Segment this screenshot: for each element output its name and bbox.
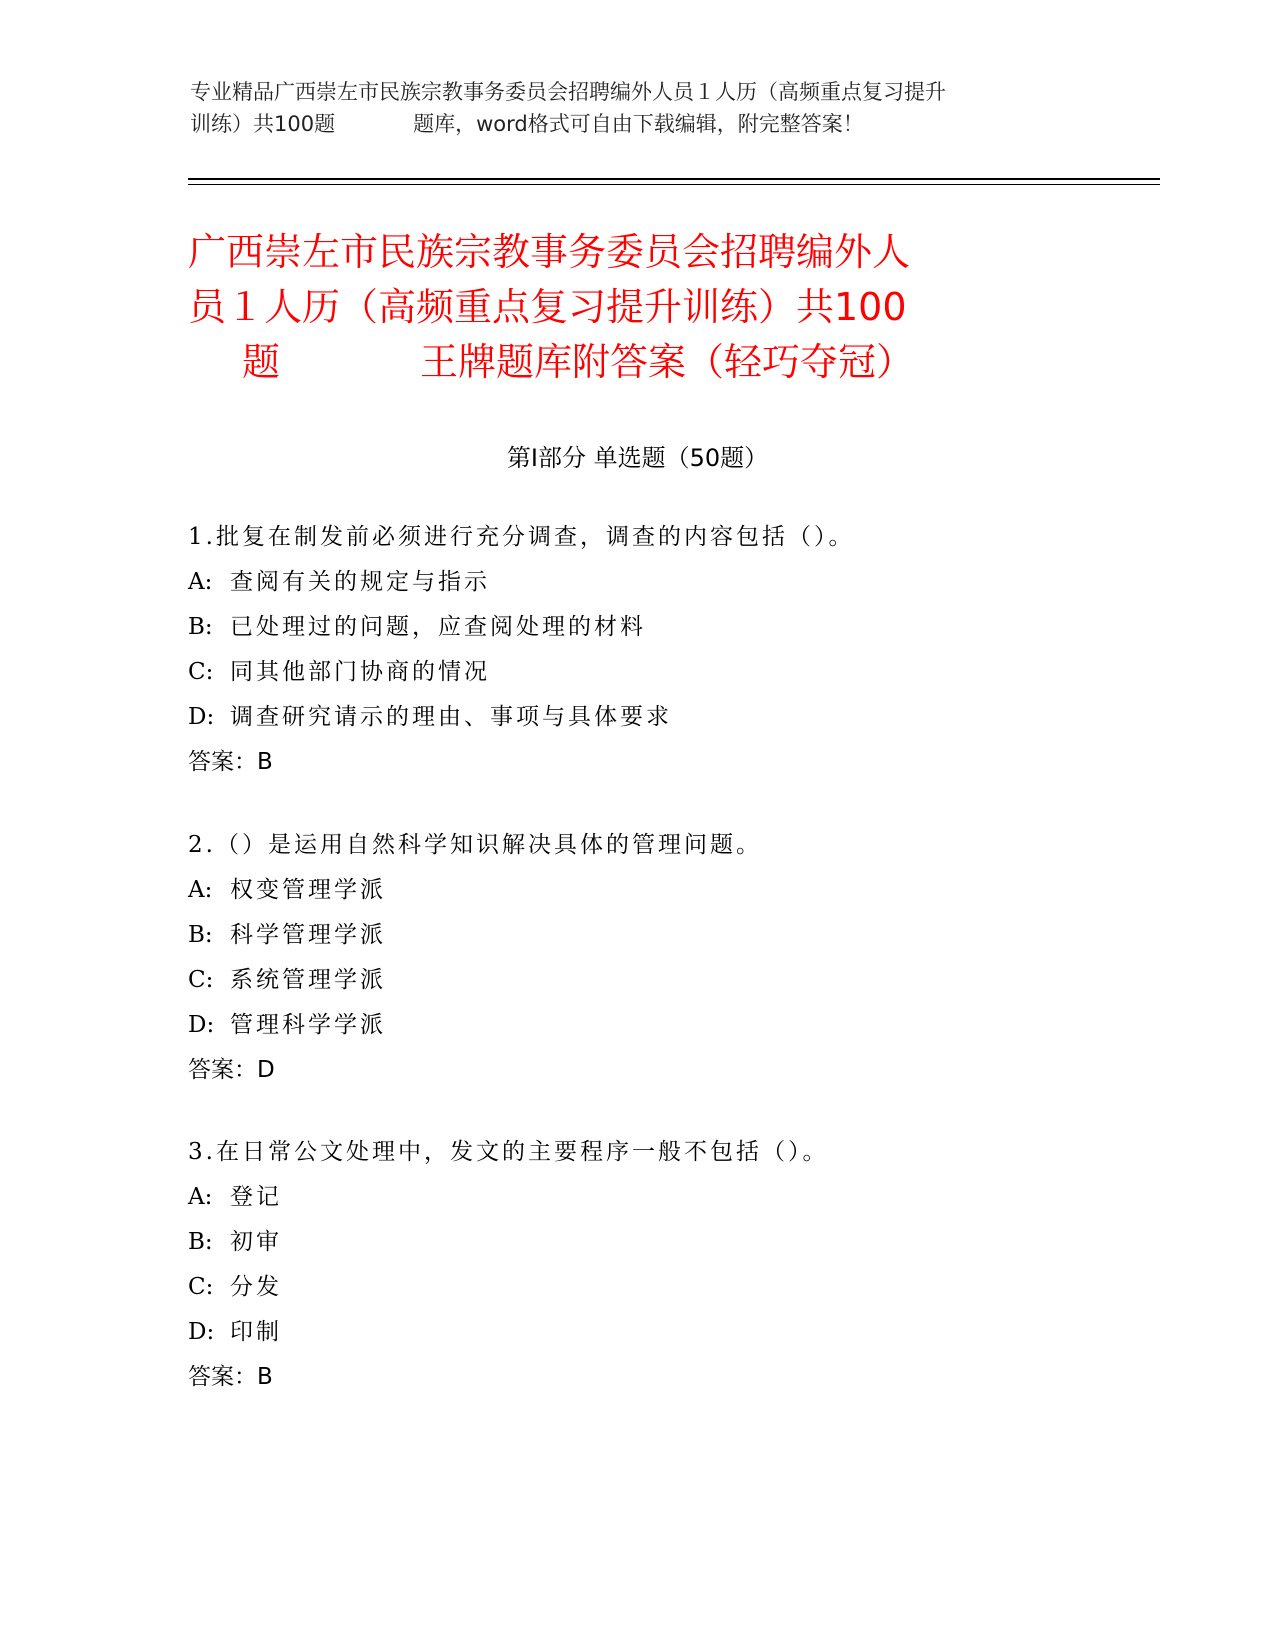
part-heading: 第Ⅰ部分 单选题（50题）	[506, 444, 769, 472]
option-text: 查阅有关的规定与指示	[230, 569, 490, 595]
option-letter: A:	[188, 569, 213, 595]
title-line-2: 员１人历（高频重点复习提升训练）共100	[188, 285, 907, 329]
option-letter: D:	[188, 1012, 215, 1038]
option-letter: B:	[188, 922, 213, 948]
option-d	[188, 695, 1088, 740]
header-line-1: 专业精品广西崇左市民族宗教事务委员会招聘编外人员１人历（高频重点复习提升	[190, 80, 946, 104]
question-2	[188, 823, 1088, 1093]
option-letter: D:	[188, 704, 215, 730]
option-b	[188, 605, 1088, 650]
option-text: 已处理过的问题，应查阅处理的材料	[230, 614, 646, 640]
title-line-1: 广西崇左市民族宗教事务委员会招聘编外人	[188, 230, 911, 274]
option-b	[188, 1220, 1088, 1265]
option-text: 初审	[230, 1229, 282, 1255]
option-text: 管理科学学派	[230, 1012, 386, 1038]
option-a	[188, 1175, 1088, 1220]
option-b	[188, 913, 1088, 958]
option-a	[188, 560, 1088, 605]
option-letter: B:	[188, 614, 213, 640]
option-text: 分发	[230, 1274, 282, 1300]
header-line-2	[190, 108, 1080, 140]
document-title	[188, 225, 1088, 390]
option-text: 同其他部门协商的情况	[230, 659, 490, 685]
option-letter: C:	[188, 659, 214, 685]
option-letter: C:	[188, 1274, 214, 1300]
title-line-3-left: 题	[242, 340, 281, 384]
header-line-2-right: 题库，word格式可自由下载编辑，附完整答案！	[413, 112, 864, 136]
option-text: 调查研究请示的理由、事项与具体要求	[230, 704, 672, 730]
header-divider-thin	[188, 184, 1160, 185]
title-line-3-right: 王牌题库附答案（轻巧夺冠）	[420, 340, 915, 384]
answer-line: 答案：D	[188, 1057, 275, 1083]
option-letter: A:	[188, 877, 213, 903]
option-text: 科学管理学派	[230, 922, 386, 948]
answer-line: 答案：B	[188, 1364, 273, 1390]
option-text: 登记	[230, 1184, 282, 1210]
option-text: 印制	[230, 1319, 282, 1345]
question-text: 2.（）是运用自然科学知识解决具体的管理问题。	[188, 832, 762, 858]
option-c	[188, 958, 1088, 1003]
title-line-3	[188, 335, 1088, 390]
option-d	[188, 1003, 1088, 1048]
option-letter: D:	[188, 1319, 215, 1345]
question-text: 3.在日常公文处理中，发文的主要程序一般不包括（）。	[188, 1139, 829, 1165]
option-letter: A:	[188, 1184, 213, 1210]
question-text: 1.批复在制发前必须进行充分调查，调查的内容包括（）。	[188, 524, 855, 550]
option-c	[188, 650, 1088, 695]
question-1	[188, 515, 1088, 785]
option-c	[188, 1265, 1088, 1310]
option-a	[188, 868, 1088, 913]
option-text: 权变管理学派	[230, 877, 386, 903]
option-letter: C:	[188, 967, 214, 993]
option-letter: B:	[188, 1229, 213, 1255]
header-divider-thick	[188, 178, 1160, 180]
header-line-2-left: 训练）共100题	[190, 112, 336, 136]
question-3	[188, 1130, 1088, 1400]
option-d	[188, 1310, 1088, 1355]
answer-line: 答案：B	[188, 749, 273, 775]
option-text: 系统管理学派	[230, 967, 386, 993]
